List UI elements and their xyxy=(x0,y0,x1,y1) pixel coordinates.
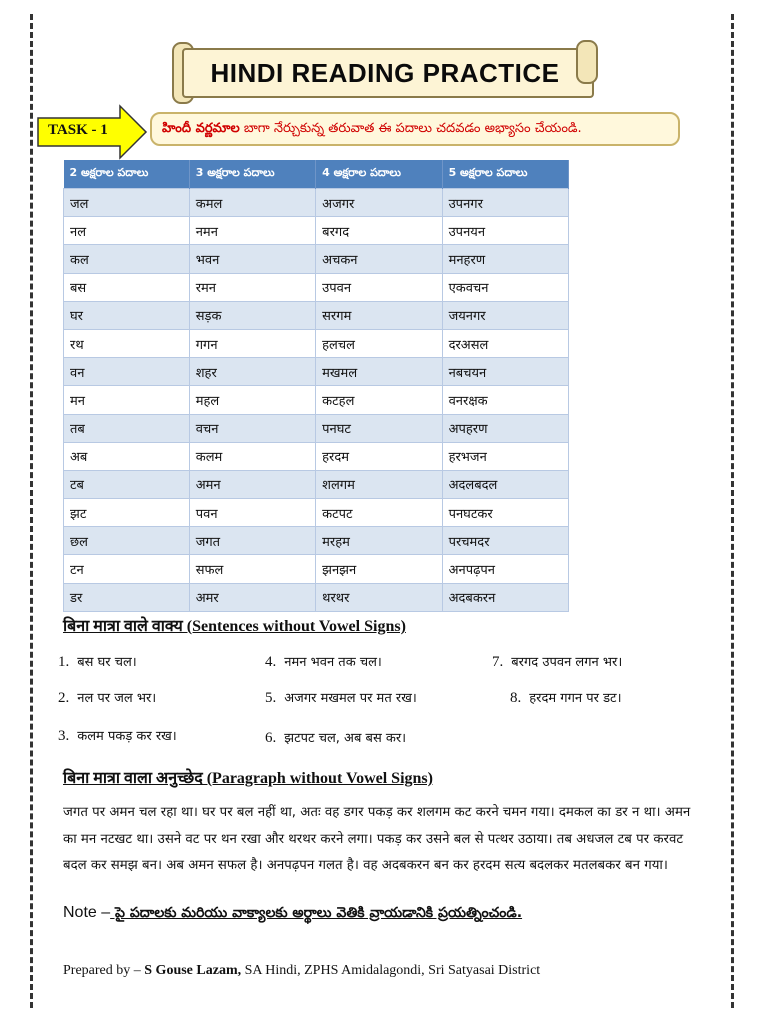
table-cell: मन xyxy=(64,386,190,414)
table-cell: नल xyxy=(64,217,190,245)
table-cell: झट xyxy=(64,499,190,527)
table-cell: हरभजन xyxy=(442,442,568,470)
paragraph-heading: बिना मात्रा वाला अनुच्छेद (Paragraph without Vowel Signs) xyxy=(63,770,433,787)
table-cell: हरदम xyxy=(316,442,442,470)
note xyxy=(63,904,522,924)
table-cell: कल xyxy=(64,245,190,273)
table-cell: पवन xyxy=(189,499,315,527)
table-row xyxy=(64,358,569,386)
table-cell: टन xyxy=(64,555,190,583)
table-cell: जगत xyxy=(189,527,315,555)
table-row xyxy=(64,386,569,414)
table-cell: सफल xyxy=(189,555,315,583)
table-cell: भवन xyxy=(189,245,315,273)
table-cell: मनहरण xyxy=(442,245,568,273)
table-cell: सरगम xyxy=(316,301,442,329)
footer-rest: SA Hindi, ZPHS Amidalagondi, Sri Satyasai District xyxy=(241,963,541,978)
table-cell: हलचल xyxy=(316,329,442,357)
table-header-row xyxy=(64,160,569,189)
footer-author: S Gouse Lazam, xyxy=(144,963,242,978)
title-banner xyxy=(170,38,600,106)
table-cell: कटहल xyxy=(316,386,442,414)
table-cell: झनझन xyxy=(316,555,442,583)
table-cell: वचन xyxy=(189,414,315,442)
table-cell: मरहम xyxy=(316,527,442,555)
table-cell: बरगद xyxy=(316,217,442,245)
table-cell: टब xyxy=(64,470,190,498)
table-cell: गगन xyxy=(189,329,315,357)
table-cell: तब xyxy=(64,414,190,442)
footer-credit xyxy=(63,963,540,979)
table-cell: नमन xyxy=(189,217,315,245)
table-cell: अपहरण xyxy=(442,414,568,442)
table-row xyxy=(64,470,569,498)
sentence-item: 8. हरदम गगन पर डट। xyxy=(510,690,622,706)
task-label: TASK - 1 xyxy=(48,122,108,138)
table-cell: थरथर xyxy=(316,583,442,611)
footer-prefix: Prepared by – xyxy=(63,963,145,978)
table-cell: वनरक्षक xyxy=(442,386,568,414)
table-cell: मखमल xyxy=(316,358,442,386)
table-cell: अमर xyxy=(189,583,315,611)
table-cell: नबचयन xyxy=(442,358,568,386)
table-row xyxy=(64,527,569,555)
table-cell: अमन xyxy=(189,470,315,498)
column-header: 2 అక్షరాల పదాలు xyxy=(64,160,190,189)
table-row xyxy=(64,189,569,217)
table-cell: अचकन xyxy=(316,245,442,273)
table-row xyxy=(64,414,569,442)
table-cell: जयनगर xyxy=(442,301,568,329)
table-cell: बस xyxy=(64,273,190,301)
sentence-item: 1. बस घर चल। xyxy=(58,654,137,670)
table-cell: पनघट xyxy=(316,414,442,442)
table-cell: अजगर xyxy=(316,189,442,217)
table-cell: सड़क xyxy=(189,301,315,329)
table-row xyxy=(64,273,569,301)
table-row xyxy=(64,555,569,583)
table-row xyxy=(64,245,569,273)
instruction-highlight: హిందీ వర్ణమాల xyxy=(162,121,240,136)
table-cell: अदबकरन xyxy=(442,583,568,611)
sentence-item: 2. नल पर जल भर। xyxy=(58,690,157,706)
table-row xyxy=(64,583,569,611)
table-cell: कमल xyxy=(189,189,315,217)
table-cell: महल xyxy=(189,386,315,414)
table-cell: रथ xyxy=(64,329,190,357)
page-title: HINDI READING PRACTICE xyxy=(210,58,560,88)
table-cell: कलम xyxy=(189,442,315,470)
reading-paragraph: जगत पर अमन चल रहा था। घर पर बल नहीं था, अतः वह डगर पकड़ कर शलगम कट करने चमन गया। दमकल का डर न था। अमन का मन नटखट था। उसने वट पर थन रखा और थरथर करने लगा। पकड़ कर उसने बल से पत्थर उठाया। तब अधजल टब पर करवट बदल कर समझ बन। अब अमन सफल है। अनपढ़पन गलत है। वह अदबकरन बन कर हरदम सत्य बदलकर मतलबकर बन गया। xyxy=(63,805,691,873)
table-cell: अदलबदल xyxy=(442,470,568,498)
table-row xyxy=(64,301,569,329)
note-label: Note – xyxy=(63,904,111,921)
table-cell: अब xyxy=(64,442,190,470)
table-cell: शलगम xyxy=(316,470,442,498)
table-cell: परचमदर xyxy=(442,527,568,555)
table-cell: उपनगर xyxy=(442,189,568,217)
instruction-box xyxy=(150,112,680,146)
sentence-item: 6. झटपट चल, अब बस कर। xyxy=(265,730,407,746)
table-row xyxy=(64,217,569,245)
table-row xyxy=(64,499,569,527)
column-header: 5 అక్షరాల పదాలు xyxy=(442,160,568,189)
table-row xyxy=(64,442,569,470)
sentence-item: 7. बरगद उपवन लगन भर। xyxy=(492,654,623,670)
sentence-item: 3. कलम पकड़ कर रख। xyxy=(58,728,177,744)
note-text: పై పదాలకు మరియు వాక్యాలకు అర్థాలు వెతికి వ్రాయడానికి ప్రయత్నించండి. xyxy=(110,905,523,921)
column-header: 4 అక్షరాల పదాలు xyxy=(316,160,442,189)
table-cell: डर xyxy=(64,583,190,611)
table-cell: जल xyxy=(64,189,190,217)
column-header: 3 అక్షరాల పదాలు xyxy=(189,160,315,189)
table-cell: अनपढ़पन xyxy=(442,555,568,583)
table-cell: शहर xyxy=(189,358,315,386)
table-cell: पनघटकर xyxy=(442,499,568,527)
table-cell: उपनयन xyxy=(442,217,568,245)
table-cell: वन xyxy=(64,358,190,386)
instruction-text xyxy=(162,121,582,139)
word-table xyxy=(63,160,569,612)
table-cell: रमन xyxy=(189,273,315,301)
table-cell: उपवन xyxy=(316,273,442,301)
sentences-heading: बिना मात्रा वाले वाक्य (Sentences without Vowel Signs) xyxy=(63,618,406,635)
sentence-item: 5. अजगर मखमल पर मत रख। xyxy=(265,690,417,706)
table-cell: कटपट xyxy=(316,499,442,527)
sentence-item: 4. नमन भवन तक चल। xyxy=(265,654,382,670)
instruction-rest: బాగా నేర్చుకున్న తరువాత ఈ పదాలు చదవడం అభ్యాసం చేయండి. xyxy=(239,121,582,136)
table-cell: दरअसल xyxy=(442,329,568,357)
table-cell: छल xyxy=(64,527,190,555)
table-cell: घर xyxy=(64,301,190,329)
table-row xyxy=(64,329,569,357)
table-cell: एकवचन xyxy=(442,273,568,301)
